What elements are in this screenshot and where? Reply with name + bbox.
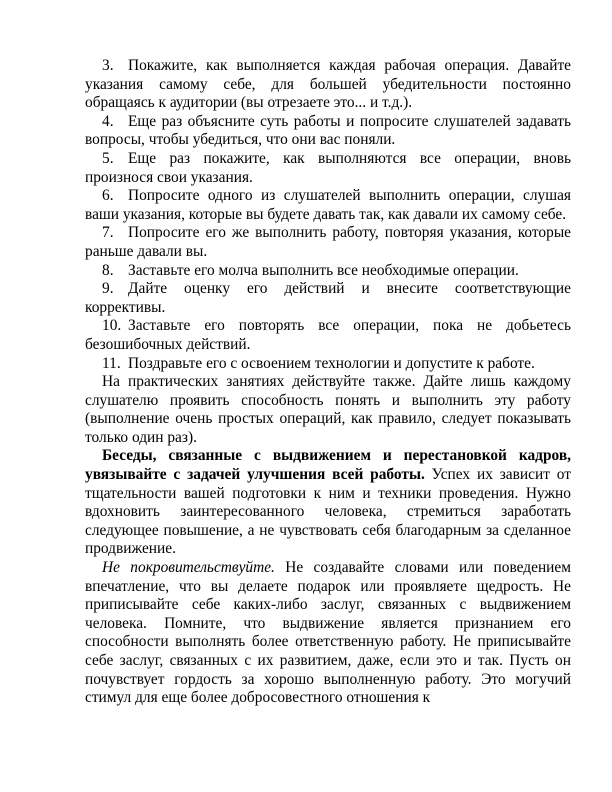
list-item-8 bbox=[85, 262, 571, 281]
list-number: 10. bbox=[102, 317, 122, 335]
paragraph-patronize bbox=[85, 559, 571, 708]
list-text: Попросите одного из слушателей выполнить операции, слушая ваши указания, которые вы будете давать так, как давали их самому себе. bbox=[85, 187, 571, 223]
list-item-11 bbox=[85, 355, 571, 374]
paragraph-text: Не создавайте словами или поведением впечатление, что вы делаете подарок или проявляете щедрость. Не приписывайте себе каких-либо заслуг, связанных с выдвижением человека. Помните, что выдвижение является признанием его способности выполнять более ответственную работу. Не приписывайте себе заслуг, связанных с их развитием, даже, если это и так. Пусть он почувствует гордость за хорошо выполненную работу. Это могучий стимул для еще более добросовестного отношения к bbox=[85, 559, 571, 707]
list-text: Попросите его же выполнить работу, повторяя указания, которые раньше давали вы. bbox=[85, 224, 571, 260]
document-page bbox=[85, 57, 571, 708]
list-text: Заставьте его повторять все операции, пока не добьетесь безошибочных действий. bbox=[85, 317, 571, 353]
list-item-4 bbox=[85, 113, 571, 150]
list-number: 8. bbox=[102, 261, 114, 279]
paragraph-text: Успех их зависит от тщательности вашей подготовки к ним и техники проведения. Нужно вдохновить заинтересованного человека, стремиться заработать следующее повышение, а не чувствовать себя благодарным за сделанное продвижение. bbox=[85, 466, 571, 558]
list-item-7 bbox=[85, 224, 571, 261]
list-number: 11. bbox=[102, 354, 121, 372]
italic-heading: Не покровительствуйте. bbox=[102, 559, 275, 577]
list-item-9 bbox=[85, 280, 571, 317]
list-number: 6. bbox=[102, 187, 114, 205]
paragraph-practice: На практических занятиях действуйте также. Дайте лишь каждому слушателю проявить способность понять и выполнить эту работу (выполнение очень простых операций, как правило, следует показывать только один раз). bbox=[85, 373, 571, 446]
list-number: 7. bbox=[102, 224, 114, 242]
paragraph-talks bbox=[85, 447, 571, 559]
list-text: Заставьте его молча выполнить все необходимые операции. bbox=[128, 261, 519, 279]
list-number: 4. bbox=[102, 112, 114, 130]
list-item-10 bbox=[85, 317, 571, 354]
list-number: 9. bbox=[102, 280, 114, 298]
list-text: Покажите, как выполняется каждая рабочая операция. Давайте указания самому себе, для большей убедительности постоянно обращаясь к аудитории (вы отрезаете это... и т.д.). bbox=[85, 57, 571, 112]
list-item-5 bbox=[85, 150, 571, 187]
list-item-3 bbox=[85, 57, 571, 113]
list-text: Дайте оценку его действий и внесите соответствующие коррективы. bbox=[85, 280, 571, 316]
list-text: Еще раз объясните суть работы и попросите слушателей задавать вопросы, чтобы убедиться, что они вас поняли. bbox=[85, 112, 571, 149]
list-item-6 bbox=[85, 187, 571, 224]
list-text: Поздравьте его с освоением технологии и допустите к работе. bbox=[128, 354, 535, 372]
list-number: 3. bbox=[102, 57, 114, 74]
list-number: 5. bbox=[102, 149, 114, 167]
bold-heading: Беседы, связанные с выдвижением и перестановкой кадров, увязывайте с задачей улучшения всей работы. bbox=[85, 447, 571, 484]
list-text: Еще раз покажите, как выполняются все операции, вновь произнося свои указания. bbox=[85, 149, 571, 186]
